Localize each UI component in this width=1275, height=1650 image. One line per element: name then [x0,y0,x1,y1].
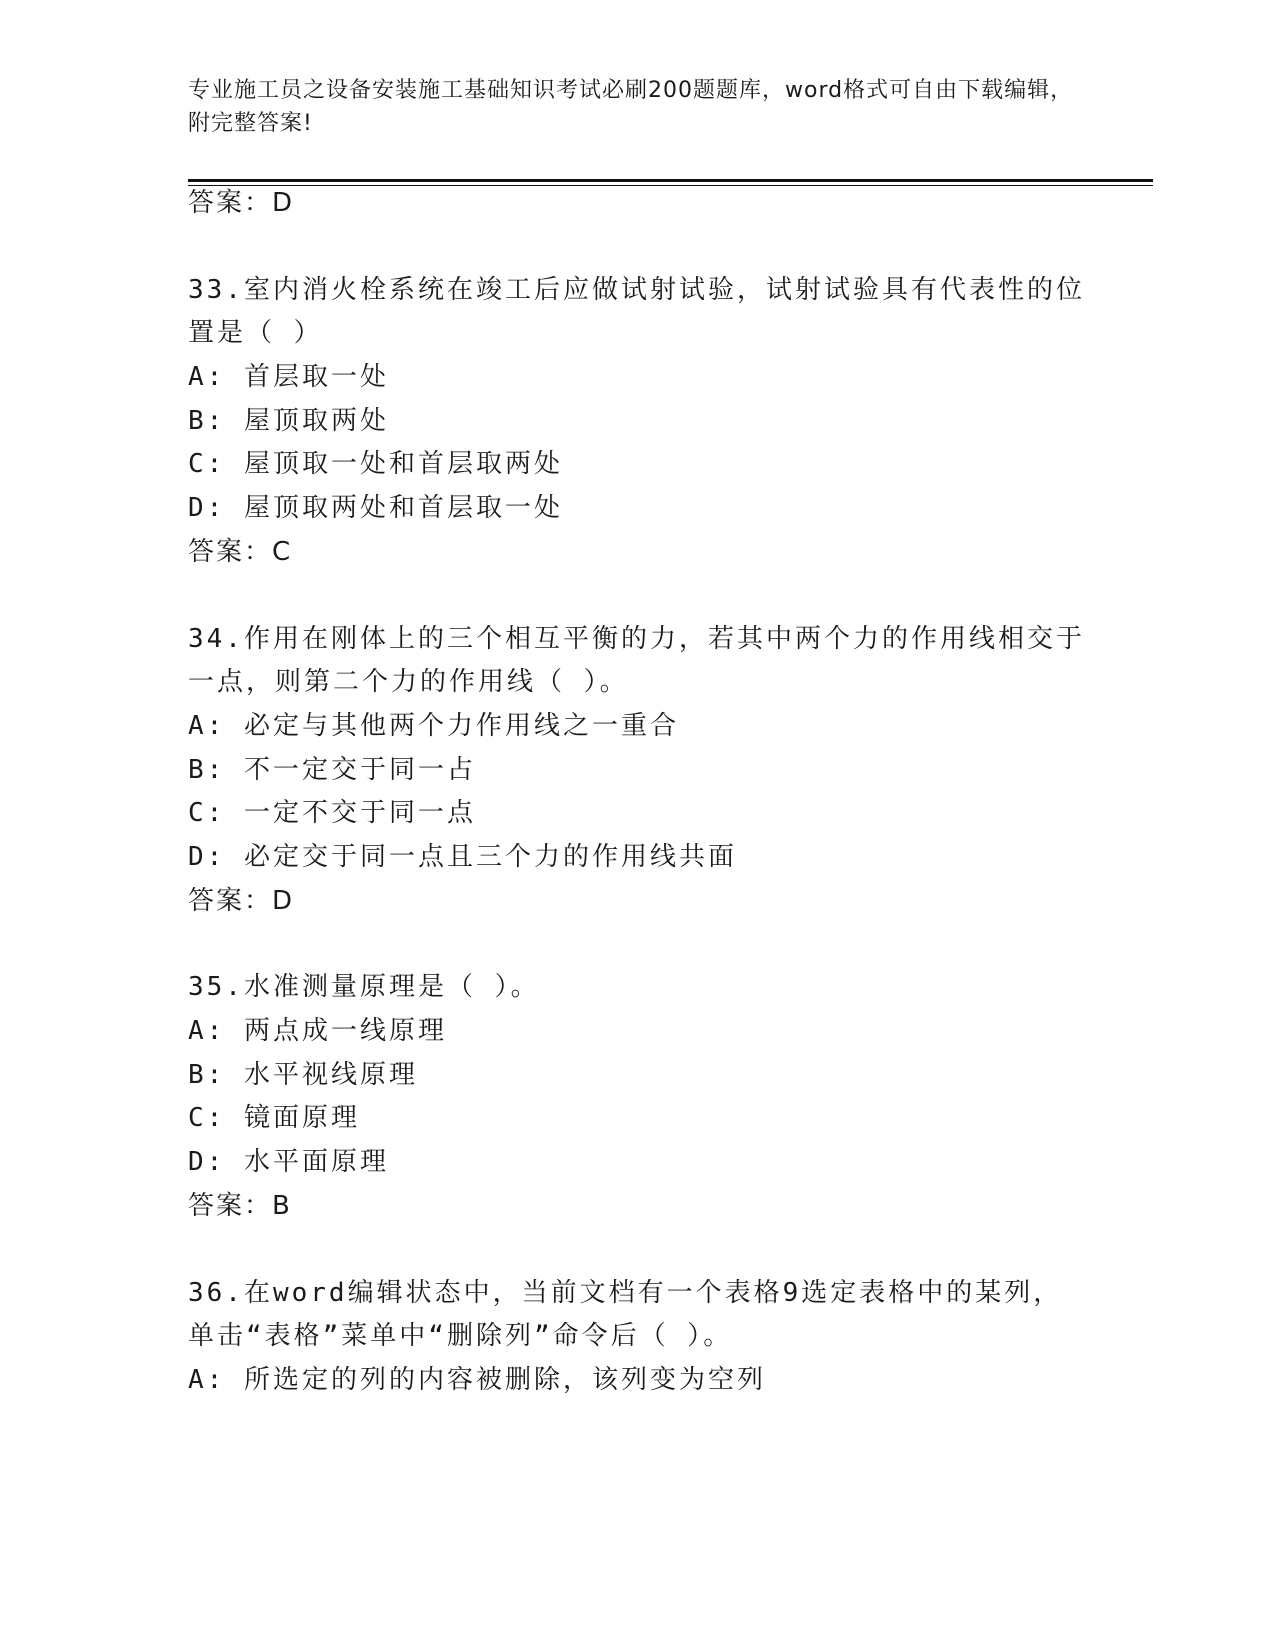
question-34-option-b: B: 不一定交于同一占 [188,755,476,785]
question-33-stem-line-2: 置是（ ） [188,318,323,348]
question-35-stem: 35.水准测量原理是（ ）。 [188,972,540,1002]
question-33-option-d: D: 屋顶取两处和首层取一处 [188,493,563,523]
question-33-answer: 答案：C [188,537,293,567]
question-34-stem-line-2: 一点，则第二个力的作用线（ ）。 [188,667,629,697]
question-34-option-d: D: 必定交于同一点且三个力的作用线共面 [188,842,737,872]
header-rule-thick [188,179,1153,182]
question-34-stem-line-1: 34.作用在刚体上的三个相互平衡的力，若其中两个力的作用线相交于 [188,624,1085,654]
question-35-option-d: D: 水平面原理 [188,1147,389,1177]
question-34-option-a: A: 必定与其他两个力作用线之一重合 [188,711,679,741]
question-33-option-b: B: 屋顶取两处 [188,406,389,436]
question-35-option-c: C: 镜面原理 [188,1103,360,1133]
question-34-option-c: C: 一定不交于同一点 [188,798,476,828]
question-34-answer: 答案：D [188,886,295,916]
question-33-option-a: A: 首层取一处 [188,362,389,392]
question-36-stem-line-1: 36.在word编辑状态中，当前文档有一个表格9选定表格中的某列， [188,1278,1063,1308]
previous-answer: 答案：D [188,188,295,218]
question-33-stem-line-1: 33.室内消火栓系统在竣工后应做试射试验，试射试验具有代表性的位 [188,275,1085,305]
question-36-option-a: A: 所选定的列的内容被删除，该列变为空列 [188,1365,766,1395]
question-36-stem-line-2: 单击“表格”菜单中“删除列”命令后（ ）。 [188,1321,733,1351]
question-35-option-b: B: 水平视线原理 [188,1060,418,1090]
question-33-option-c: C: 屋顶取一处和首层取两处 [188,449,563,479]
question-35-option-a: A: 两点成一线原理 [188,1016,447,1046]
question-35-answer: 答案：B [188,1191,292,1221]
document-header: 专业施工员之设备安装施工基础知识考试必刷200题题库，word格式可自由下载编辑，附完整答案! [188,78,1074,136]
header-rule-thin [188,185,1153,186]
